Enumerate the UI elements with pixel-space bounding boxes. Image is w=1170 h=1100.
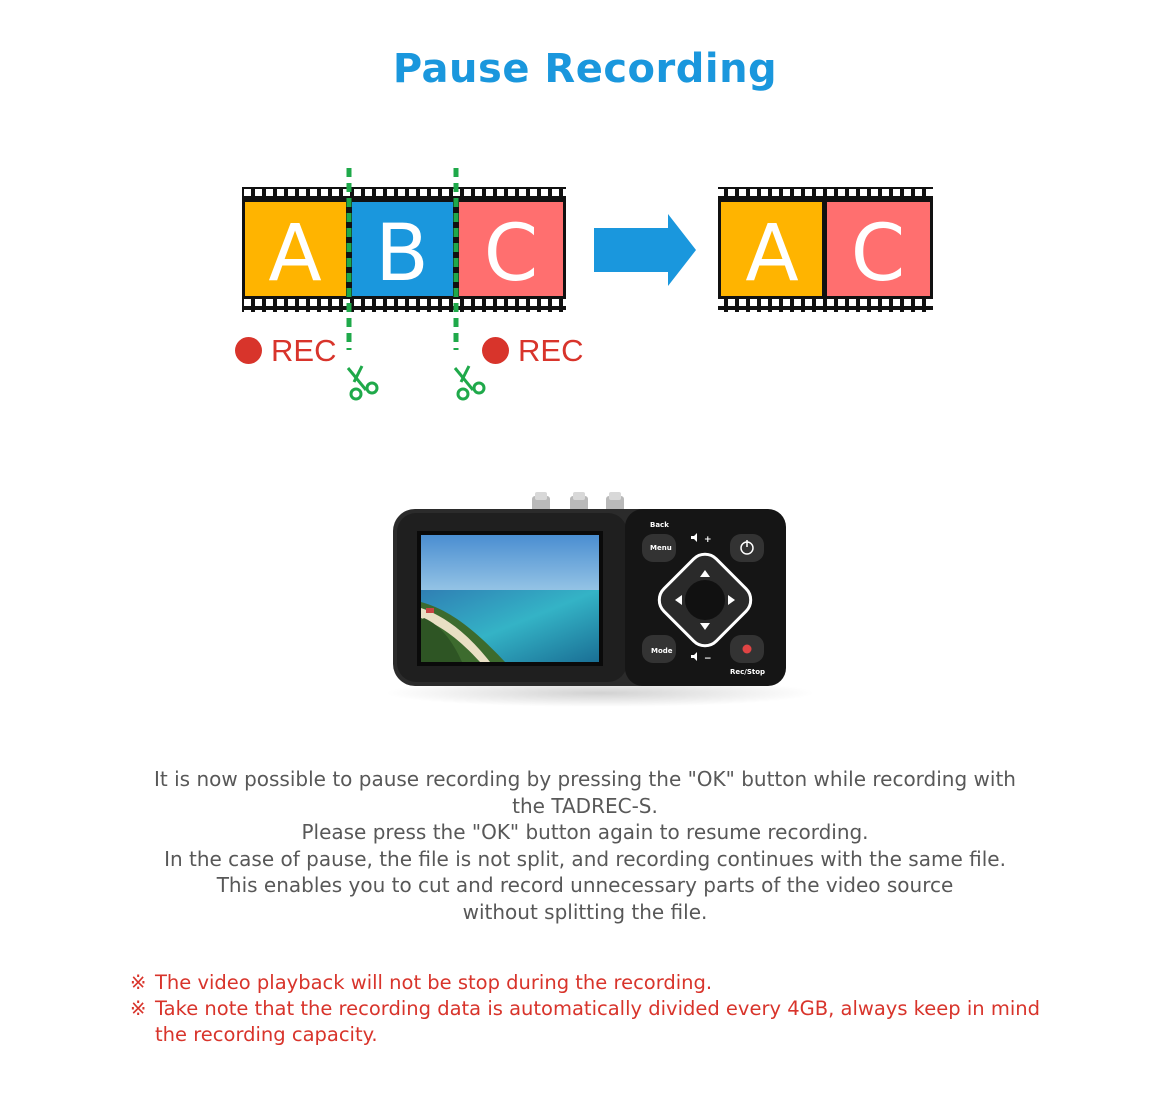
note-item — [130, 970, 1070, 996]
menu-button[interactable] — [642, 534, 676, 562]
back-label: Back — [650, 521, 669, 529]
rec-label: REC — [518, 333, 584, 368]
result-frame-c-letter: C — [850, 209, 906, 299]
film-perforation-bottom — [242, 297, 566, 312]
svg-text:Menu: Menu — [650, 544, 672, 552]
description-line: Please press the "OK" button again to resume recording. — [301, 820, 869, 844]
rec-dot-icon — [482, 337, 509, 364]
svg-text:−: − — [704, 654, 712, 664]
note-mark: ※ — [130, 971, 147, 994]
frame-a-letter: A — [268, 209, 322, 299]
scissors-icon — [455, 366, 484, 399]
pause-diagram — [0, 0, 1170, 430]
rec-stop-button[interactable] — [730, 635, 764, 663]
page-title: Pause Recording — [392, 46, 778, 92]
rec-dot-icon — [235, 337, 262, 364]
note-text: Take note that the recording data is automatically divided every 4GB, always keep in mind the recording capacity. — [155, 997, 1040, 1046]
note-mark: ※ — [130, 997, 147, 1020]
note-text: The video playback will not be stop during the recording. — [155, 971, 713, 994]
power-button[interactable] — [730, 534, 764, 562]
result-film-strip — [718, 187, 933, 312]
note-item — [130, 996, 1070, 1048]
beach-screen-image — [421, 535, 599, 662]
svg-text:+: + — [704, 535, 712, 545]
description-line: In the case of pause, the file is not split, and recording continues with the same file. — [164, 846, 1006, 871]
description — [60, 766, 1110, 925]
frame-b-letter: B — [375, 209, 429, 299]
film-diagram — [0, 0, 1170, 430]
device-drawing — [380, 490, 820, 740]
tadrec-device-image — [380, 490, 820, 740]
rec-label: REC — [271, 333, 337, 368]
description-line: It is now possible to pause recording by pressing the "OK" button while recording with — [154, 767, 1016, 791]
ok-button — [685, 580, 725, 620]
notes — [130, 970, 1070, 1048]
scissors-icon — [348, 366, 377, 399]
arrow-right-icon — [594, 214, 696, 286]
result-frame-a-letter: A — [745, 209, 799, 299]
source-film-strip — [242, 187, 566, 312]
film-perforation-bottom — [718, 297, 933, 312]
svg-text:Mode: Mode — [651, 647, 673, 655]
description-line: without splitting the file. — [462, 899, 708, 924]
mode-button[interactable] — [642, 635, 676, 663]
frame-c-letter: C — [483, 209, 539, 299]
rec-stop-label: Rec/Stop — [730, 668, 766, 676]
description-line: the TADREC-S. — [512, 793, 658, 818]
description-line: This enables you to cut and record unnecessary parts of the video source — [216, 873, 954, 897]
